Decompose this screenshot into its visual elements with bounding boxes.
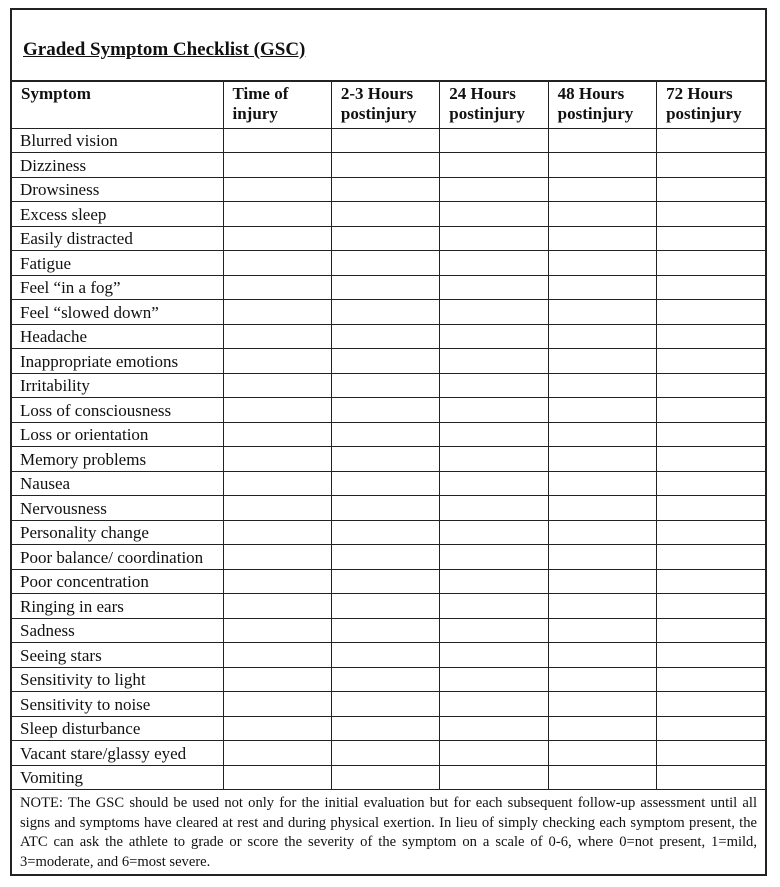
score-cell[interactable] xyxy=(657,643,765,668)
table-row xyxy=(12,520,765,545)
score-cell[interactable] xyxy=(331,398,439,423)
score-cell[interactable] xyxy=(440,692,548,717)
page-title: Graded Symptom Checklist (GSC) xyxy=(23,39,306,60)
score-cell[interactable] xyxy=(548,545,656,570)
score-cell[interactable] xyxy=(657,300,765,325)
table-row xyxy=(12,618,765,643)
score-cell[interactable] xyxy=(223,471,331,496)
score-cell[interactable] xyxy=(657,177,765,202)
score-cell[interactable] xyxy=(548,765,656,790)
score-cell[interactable] xyxy=(223,300,331,325)
score-cell[interactable] xyxy=(657,202,765,227)
score-cell[interactable] xyxy=(548,741,656,766)
score-cell[interactable] xyxy=(331,643,439,668)
table-row xyxy=(12,496,765,521)
symptom-label: Blurred vision xyxy=(12,128,223,153)
score-cell[interactable] xyxy=(657,226,765,251)
score-cell[interactable] xyxy=(657,569,765,594)
symptom-label: Vomiting xyxy=(12,765,223,790)
score-cell[interactable] xyxy=(657,251,765,276)
table-row xyxy=(12,643,765,668)
table-row xyxy=(12,177,765,202)
score-cell[interactable] xyxy=(657,471,765,496)
symptom-label: Dizziness xyxy=(12,153,223,178)
table-row xyxy=(12,692,765,717)
symptom-label: Drowsiness xyxy=(12,177,223,202)
score-cell[interactable] xyxy=(440,569,548,594)
score-cell[interactable] xyxy=(657,692,765,717)
score-cell[interactable] xyxy=(657,545,765,570)
score-cell[interactable] xyxy=(331,618,439,643)
score-cell[interactable] xyxy=(440,471,548,496)
symptom-label: Nausea xyxy=(12,471,223,496)
note-text: NOTE: The GSC should be used not only for the initial evaluation but for each subsequent follow-up assessment until all signs and symptoms have cleared at rest and during physical exertion. In lieu of simply checking each symptom present, the ATC can ask the athlete to grade or score the severity of the symptom on a scale of 0-6, where 0=not present, 1=mild, 3=moderate, and 6=most severe. xyxy=(12,789,765,876)
score-cell[interactable] xyxy=(440,765,548,790)
score-cell[interactable] xyxy=(657,667,765,692)
score-cell[interactable] xyxy=(223,643,331,668)
table-row xyxy=(12,594,765,619)
score-cell[interactable] xyxy=(331,594,439,619)
score-cell[interactable] xyxy=(440,153,548,178)
score-cell[interactable] xyxy=(548,251,656,276)
symptom-label: Poor balance/ coordination xyxy=(12,545,223,570)
score-cell[interactable] xyxy=(440,741,548,766)
score-cell[interactable] xyxy=(657,422,765,447)
table-row xyxy=(12,569,765,594)
symptom-label: Excess sleep xyxy=(12,202,223,227)
score-cell[interactable] xyxy=(331,373,439,398)
score-cell[interactable] xyxy=(223,741,331,766)
score-cell[interactable] xyxy=(548,422,656,447)
score-cell[interactable] xyxy=(223,667,331,692)
table-row xyxy=(12,716,765,741)
symptom-label: Seeing stars xyxy=(12,643,223,668)
score-cell[interactable] xyxy=(223,618,331,643)
column-header-time-of-injury: Time of injury xyxy=(223,80,331,128)
score-cell[interactable] xyxy=(223,226,331,251)
symptom-label: Feel “slowed down” xyxy=(12,300,223,325)
symptom-label: Sensitivity to light xyxy=(12,667,223,692)
table-row xyxy=(12,447,765,472)
column-header-72-hours: 72 Hours postinjury xyxy=(657,80,765,128)
score-cell[interactable] xyxy=(440,422,548,447)
score-cell[interactable] xyxy=(331,496,439,521)
score-cell[interactable] xyxy=(440,643,548,668)
score-cell[interactable] xyxy=(548,643,656,668)
score-cell[interactable] xyxy=(440,177,548,202)
table-row xyxy=(12,373,765,398)
score-cell[interactable] xyxy=(657,153,765,178)
score-cell[interactable] xyxy=(548,716,656,741)
score-cell[interactable] xyxy=(548,667,656,692)
score-cell[interactable] xyxy=(331,128,439,153)
score-cell[interactable] xyxy=(548,177,656,202)
score-cell[interactable] xyxy=(440,618,548,643)
score-cell[interactable] xyxy=(548,471,656,496)
score-cell[interactable] xyxy=(657,275,765,300)
table-row xyxy=(12,667,765,692)
score-cell[interactable] xyxy=(223,202,331,227)
score-cell[interactable] xyxy=(331,202,439,227)
symptom-label: Nervousness xyxy=(12,496,223,521)
score-cell[interactable] xyxy=(331,545,439,570)
column-header-symptom: Symptom xyxy=(12,80,223,128)
score-cell[interactable] xyxy=(331,716,439,741)
score-cell[interactable] xyxy=(657,349,765,374)
symptom-label: Headache xyxy=(12,324,223,349)
score-cell[interactable] xyxy=(440,251,548,276)
score-cell[interactable] xyxy=(223,128,331,153)
column-header-2-3-hours: 2-3 Hours postinjury xyxy=(331,80,439,128)
score-cell[interactable] xyxy=(548,373,656,398)
score-cell[interactable] xyxy=(548,128,656,153)
title-row xyxy=(12,10,765,82)
score-cell[interactable] xyxy=(223,716,331,741)
symptom-label: Vacant stare/glassy eyed xyxy=(12,741,223,766)
score-cell[interactable] xyxy=(331,447,439,472)
table-row xyxy=(12,202,765,227)
score-cell[interactable] xyxy=(440,202,548,227)
score-cell[interactable] xyxy=(657,765,765,790)
score-cell[interactable] xyxy=(223,765,331,790)
score-cell[interactable] xyxy=(548,398,656,423)
score-cell[interactable] xyxy=(657,741,765,766)
table-row xyxy=(12,128,765,153)
score-cell[interactable] xyxy=(657,496,765,521)
score-cell[interactable] xyxy=(440,496,548,521)
score-cell[interactable] xyxy=(440,447,548,472)
symptom-label: Ringing in ears xyxy=(12,594,223,619)
symptom-label: Loss or orientation xyxy=(12,422,223,447)
score-cell[interactable] xyxy=(440,324,548,349)
table-row xyxy=(12,545,765,570)
score-cell[interactable] xyxy=(440,275,548,300)
score-cell[interactable] xyxy=(548,202,656,227)
score-cell[interactable] xyxy=(331,765,439,790)
score-cell[interactable] xyxy=(548,569,656,594)
score-cell[interactable] xyxy=(440,398,548,423)
score-cell[interactable] xyxy=(223,373,331,398)
score-cell[interactable] xyxy=(223,177,331,202)
score-cell[interactable] xyxy=(331,177,439,202)
symptom-label: Memory problems xyxy=(12,447,223,472)
table-row xyxy=(12,275,765,300)
column-header-24-hours: 24 Hours postinjury xyxy=(440,80,548,128)
score-cell[interactable] xyxy=(548,447,656,472)
score-cell[interactable] xyxy=(657,618,765,643)
score-cell[interactable] xyxy=(548,496,656,521)
score-cell[interactable] xyxy=(657,128,765,153)
symptom-label: Feel “in a fog” xyxy=(12,275,223,300)
symptom-label: Poor concentration xyxy=(12,569,223,594)
table-row xyxy=(12,226,765,251)
score-cell[interactable] xyxy=(657,594,765,619)
score-cell[interactable] xyxy=(223,692,331,717)
symptom-label: Sensitivity to noise xyxy=(12,692,223,717)
score-cell[interactable] xyxy=(223,251,331,276)
table-row xyxy=(12,765,765,790)
score-cell[interactable] xyxy=(548,594,656,619)
score-cell[interactable] xyxy=(548,275,656,300)
score-cell[interactable] xyxy=(331,324,439,349)
symptom-label: Sadness xyxy=(12,618,223,643)
score-cell[interactable] xyxy=(548,300,656,325)
table-row xyxy=(12,153,765,178)
score-cell[interactable] xyxy=(548,324,656,349)
score-cell[interactable] xyxy=(223,349,331,374)
score-cell[interactable] xyxy=(223,398,331,423)
score-cell[interactable] xyxy=(331,275,439,300)
score-cell[interactable] xyxy=(548,520,656,545)
symptom-table xyxy=(12,80,765,790)
score-cell[interactable] xyxy=(548,692,656,717)
score-cell[interactable] xyxy=(548,153,656,178)
score-cell[interactable] xyxy=(440,716,548,741)
table-row xyxy=(12,349,765,374)
score-cell[interactable] xyxy=(331,692,439,717)
column-header-48-hours: 48 Hours postinjury xyxy=(548,80,656,128)
score-cell[interactable] xyxy=(440,128,548,153)
score-cell[interactable] xyxy=(440,520,548,545)
score-cell[interactable] xyxy=(331,226,439,251)
symptom-label: Inappropriate emotions xyxy=(12,349,223,374)
score-cell[interactable] xyxy=(331,569,439,594)
table-row xyxy=(12,422,765,447)
score-cell[interactable] xyxy=(657,520,765,545)
score-cell[interactable] xyxy=(331,349,439,374)
score-cell[interactable] xyxy=(223,520,331,545)
score-cell[interactable] xyxy=(548,349,656,374)
score-cell[interactable] xyxy=(440,667,548,692)
score-cell[interactable] xyxy=(223,496,331,521)
score-cell[interactable] xyxy=(440,545,548,570)
table-row xyxy=(12,251,765,276)
score-cell[interactable] xyxy=(223,545,331,570)
score-cell[interactable] xyxy=(657,324,765,349)
score-cell[interactable] xyxy=(657,716,765,741)
score-cell[interactable] xyxy=(440,349,548,374)
score-cell[interactable] xyxy=(548,618,656,643)
score-cell[interactable] xyxy=(331,741,439,766)
table-row xyxy=(12,300,765,325)
symptom-label: Easily distracted xyxy=(12,226,223,251)
score-cell[interactable] xyxy=(440,226,548,251)
score-cell[interactable] xyxy=(223,153,331,178)
table-row xyxy=(12,398,765,423)
score-cell[interactable] xyxy=(331,520,439,545)
score-cell[interactable] xyxy=(331,300,439,325)
score-cell[interactable] xyxy=(223,569,331,594)
score-cell[interactable] xyxy=(223,275,331,300)
score-cell[interactable] xyxy=(331,471,439,496)
score-cell[interactable] xyxy=(223,594,331,619)
score-cell[interactable] xyxy=(331,422,439,447)
table-row xyxy=(12,471,765,496)
score-cell[interactable] xyxy=(657,398,765,423)
symptom-label: Irritability xyxy=(12,373,223,398)
symptom-label: Personality change xyxy=(12,520,223,545)
score-cell[interactable] xyxy=(548,226,656,251)
score-cell[interactable] xyxy=(331,251,439,276)
score-cell[interactable] xyxy=(440,373,548,398)
symptom-label: Loss of consciousness xyxy=(12,398,223,423)
checklist-frame xyxy=(10,8,767,876)
score-cell[interactable] xyxy=(331,667,439,692)
score-cell[interactable] xyxy=(223,447,331,472)
header-row xyxy=(12,80,765,128)
score-cell[interactable] xyxy=(440,300,548,325)
score-cell[interactable] xyxy=(657,373,765,398)
score-cell[interactable] xyxy=(223,324,331,349)
table-row xyxy=(12,741,765,766)
symptom-rows xyxy=(12,128,765,790)
score-cell[interactable] xyxy=(440,594,548,619)
table-row xyxy=(12,324,765,349)
score-cell[interactable] xyxy=(657,447,765,472)
symptom-label: Fatigue xyxy=(12,251,223,276)
score-cell[interactable] xyxy=(223,422,331,447)
score-cell[interactable] xyxy=(331,153,439,178)
symptom-label: Sleep disturbance xyxy=(12,716,223,741)
